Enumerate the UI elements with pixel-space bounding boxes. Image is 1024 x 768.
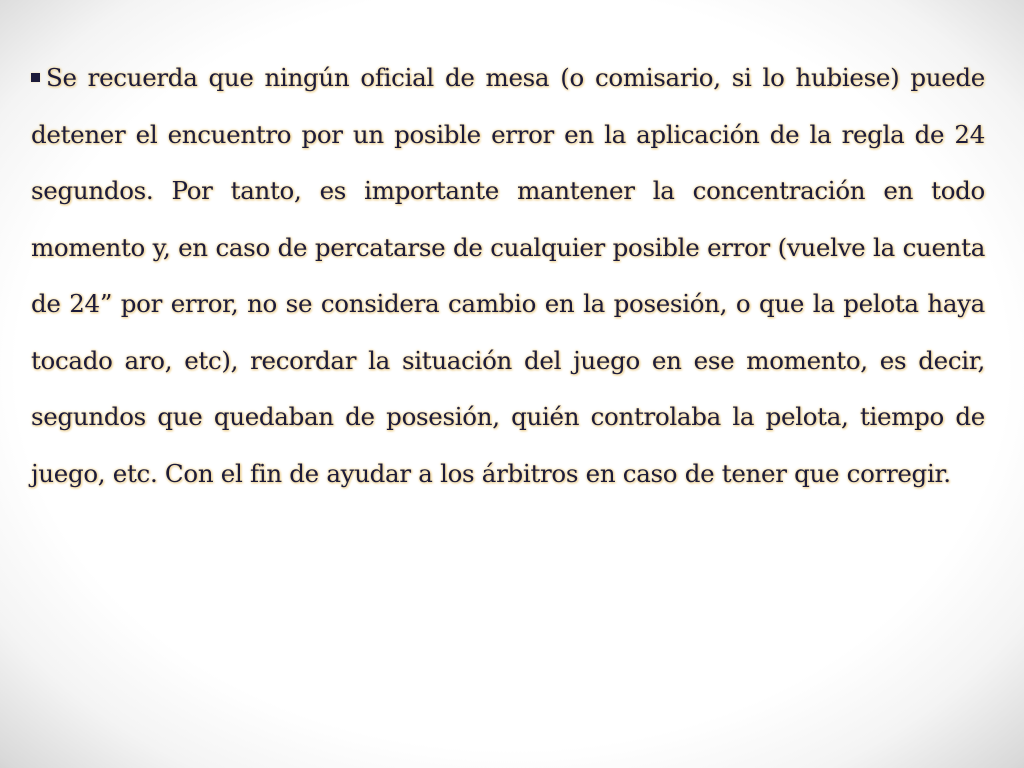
square-bullet-icon (31, 73, 40, 82)
bullet-paragraph (31, 50, 985, 502)
paragraph-text: Se recuerda que ningún oficial de mesa (o comisario, si lo hubiese) puede detener el encuentro por un posible error en la aplicación de la regla de 24 segundos. Por tanto, es importante mantener la concentración en todo momento y, en caso de percatarse de cualquier posible error (vuelve la cuenta de 24” por error, no se considera cambio en la posesión, o que la pelota haya tocado aro, etc), recordar la situación del juego en ese momento, es decir, segundos que quedaban de posesión, quién controlaba la pelota, tiempo de juego, etc. Con el fin de ayudar a los árbitros en caso de tener que corregir. (31, 63, 985, 488)
